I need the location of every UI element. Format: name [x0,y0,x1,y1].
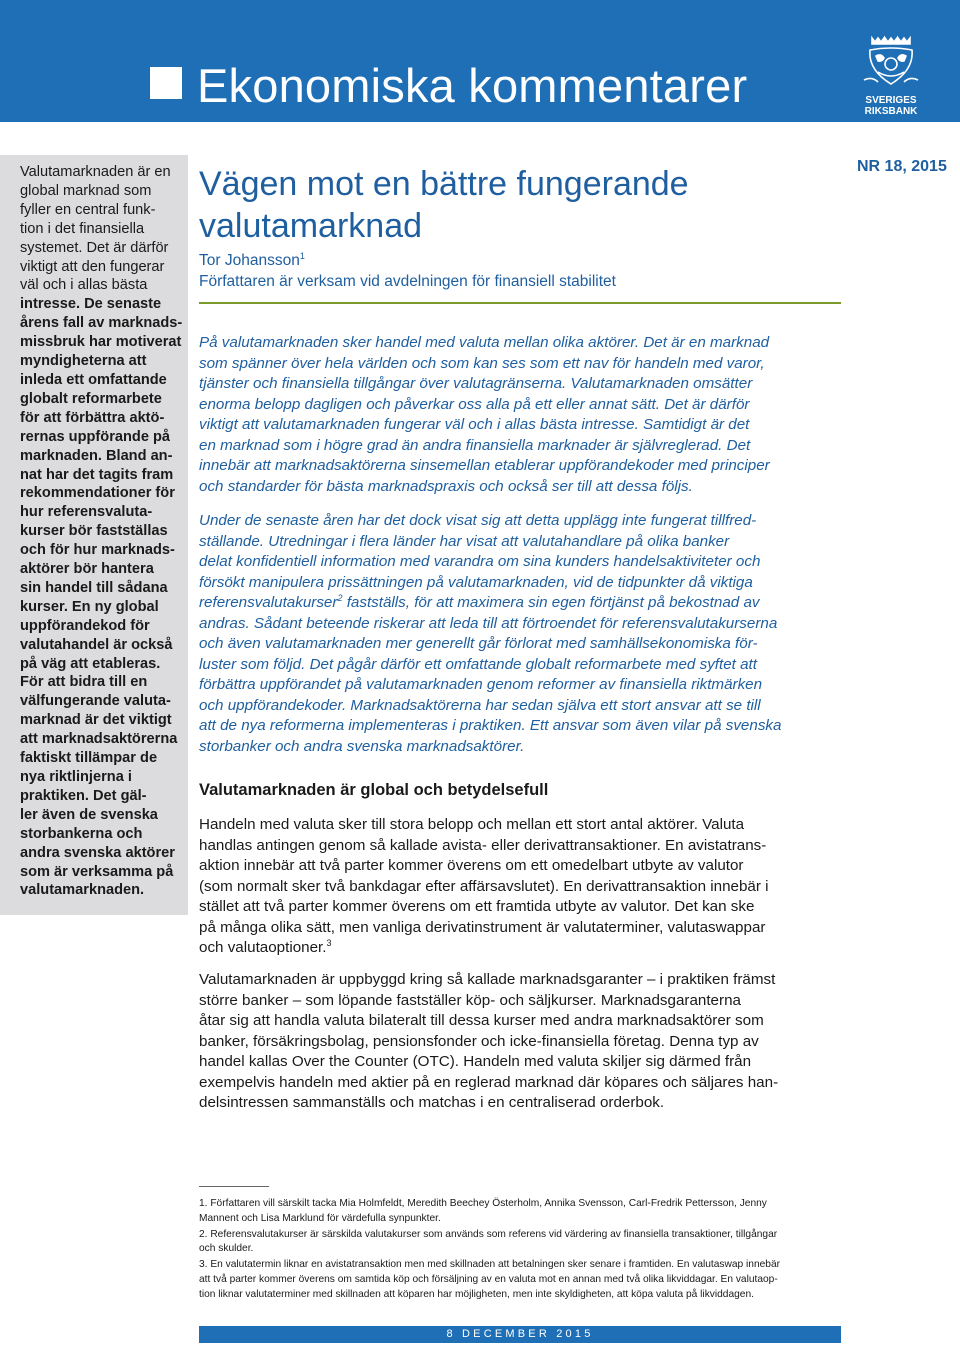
article-title-line-2: valutamarknad [199,207,423,245]
summary-line: för att förbättra aktö- [20,409,165,426]
summary-line: på väg att etableras. [20,655,161,672]
body-line: på många olika sätt, men vanliga derivatinstrument är valutaterminer, valutaswappar [199,918,766,936]
author-name [199,251,305,271]
intro-line: viktigt att valutamarknaden fungerar väl och i allas bästa intresse. Samtidigt är det [199,416,750,433]
footnote-1 [199,1197,844,1226]
footnote-line: att två parter kommer överens om samtida köp och försäljning av en valuta mot en annan med två olika likviddagar. En valutaop- [199,1273,778,1285]
body-line: stället att två parter kommer överens om ett framtida utbyte av valutor. Det kan ske [199,898,755,915]
intro-line: Under de senaste åren har det dock visat sig att detta upplägg inte fungerat tillfred- [199,512,757,529]
body-line: (som normalt sker två bankdagar efter affärsavslutet). En derivattransaktion innebär i [199,877,769,895]
summary-line: Valutamarknaden är en [20,164,171,180]
intro-line: luster som följd. Det pågår därför ett omfattande globalt reformarbete med syftet att [199,655,757,673]
logo-text-riksbank: RIKSBANK [864,106,918,117]
intro-paragraph-2 [199,511,844,757]
article-title-line-1: Vägen mot en bättre fungerande [199,165,689,203]
body-paragraph-2 [199,970,844,1114]
summary-line: och för hur marknads- [20,542,175,559]
summary-line: hur referensvaluta- [20,504,153,521]
intro-line: en marknad som i högre grad än andra finansiella marknader är självreglerad. Det [199,436,751,454]
issue-number: NR 18, 2015 [857,158,947,175]
body-line: delsintressen sammanställs och matchas i en centraliserad orderbok. [199,1094,665,1111]
footnote-line: tion liknar valutaterminer med skillnaden att köparen har möjligheten, men inte skyldigheten, att köpa valuta på likviddagen. [199,1288,754,1300]
intro-line [199,593,844,614]
summary-line: storbankerna och [20,825,143,842]
summary-line: nya riktlinjerna i [20,769,132,785]
publication-date: 8 DECEMBER 2015 [446,1328,594,1340]
summary-line: väl och i allas bästa [20,277,148,294]
intro-paragraph-2-rest [199,614,844,758]
crown-emblem-icon [858,34,924,96]
body-line-text: och valutaoptioner. [199,939,327,956]
footnote-line: och skulder. [199,1243,254,1255]
body-line: Handeln med valuta sker till stora belopp och mellan ett stort antal aktörer. Valuta [199,816,745,833]
section-heading: Valutamarknaden är global och betydelsefull [199,781,549,799]
body-paragraph-1 [199,815,844,959]
footnote-ref-2: 2 [337,592,343,603]
summary-line: rernas uppförande på [20,428,171,445]
body-line: banker, försäkringsbolag, pensionsfonder och icke-finansiella företag. Denna typ av [199,1032,759,1050]
footnote-line: 2. Referensvalutakurser är särskilda valutakurser som används som referens vid värdering av finansiella transaktioner, tillgångar [199,1228,778,1240]
summary-line: ler även de svenska [20,806,158,823]
intro-paragraph-1 [199,333,844,497]
summary-line: fyller en central funk- [20,201,156,218]
intro-line: förbättra uppförandet på valutamarknaden genom reformer av finansiella riktmärken [199,676,763,693]
footnote-2 [199,1228,844,1257]
title-divider [199,302,841,304]
footnote-divider [199,1186,269,1187]
intro-line: innebär att marknadsaktörerna sinsemellan etablerar uppförandekoder med principer [199,457,770,474]
author-footnote-ref: 1 [299,250,305,261]
summary-line: uppförandekod för [20,617,150,634]
summary-line: kurser. En ny global [20,598,159,615]
date-bar [199,1326,841,1343]
intro-line: och även valutamarknaden mer generellt går förlorat med samhällsekonomiska för- [199,635,758,652]
intro-line: och standarder för bästa marknadspraxis och också ser till att dessa följs. [199,477,693,495]
summary-line: nat har det tagits fram [20,466,174,483]
summary-line: global marknad som [20,182,152,199]
intro-line: att de nya reformerna implementeras i praktiken. Ett ansvar som även vilar på svenska [199,717,782,734]
summary-line: valutamarknaden. [20,882,145,899]
author-name-text: Tor Johansson [199,252,300,269]
summary-line: För att bidra till en [20,674,148,691]
footnote-line: 3. En valutatermin liknar en avistatransaktion men med skillnaden att betalningen sker senare i framtiden. En valutaswap innebär [199,1259,781,1271]
summary-line: missbruk har motiverat [20,334,182,351]
masthead-square-mark [150,67,182,99]
summary-text [20,163,190,900]
summary-line: som är verksamma på [20,863,174,880]
article-title [199,163,819,247]
intro-line: enorma belopp dagligen och påverkar oss alla på ett eller annat sätt. Det är därför [199,395,750,413]
footnote-line: Mannent och Lisa Marklund för värdefulla synpunkter. [199,1212,441,1224]
summary-line: kurser bör fastställas [20,523,168,540]
body-line: handel kallas Over the Counter (OTC). Handeln med valuta skiljer sig därmed från [199,1053,752,1070]
intro-line: På valutamarknaden sker handel med valuta mellan olika aktörer. Det är en marknad [199,334,770,351]
intro-line: andras. Sådant beteende riskerar att leda till att förtroendet för referensvalutakurserna [199,614,778,632]
summary-line: valutahandel är också [20,636,173,653]
intro-line: storbanker och andra svenska marknadsaktörer. [199,737,525,755]
body-line [199,938,844,959]
footnote-line: 1. Författaren vill särskilt tacka Mia Holmfeldt, Meredith Beechey Österholm, Annika Svensson, Carl-Fredrik Pettersson, Jenny [199,1198,767,1209]
summary-line: marknad är det viktigt [20,712,172,729]
summary-line: aktörer bör hantera [20,561,154,578]
summary-line: marknaden. Bland an- [20,447,173,464]
footnote-3 [199,1258,844,1302]
body-paragraph-1-lines [199,815,844,938]
summary-line: andra svenska aktörer [20,844,175,861]
intro-line-text: referensvalutakurser [199,594,338,611]
footnote-ref-3: 3 [326,937,332,948]
author-role: Författaren är verksam vid avdelningen för finansiell stabilitet [199,273,616,290]
summary-line: globalt reformarbete [20,390,162,407]
intro-line: delat konfidentiell information med varandra om sina kunders handelsaktiviteter och [199,553,761,570]
intro-line: tjänster och finansiella tillgångar över valutagränserna. Valutamarknaden omsätter [199,375,753,392]
body-line: större banker – som löpande fastställer köp- och säljkurser. Marknadsgaranterna [199,991,741,1009]
intro-line: och uppförandekoder. Marknadsaktörerna har sedan själva ett stort ansvar att se till [199,696,761,714]
logo-text-sveriges: SVERIGES [865,95,917,106]
summary-line: årens fall av marknads- [20,315,183,332]
footnotes [199,1197,844,1304]
intro-line-text: fastställs, för att maximera sin egen förtjänst på bekostnad av [342,594,760,611]
summary-line: välfungerande valuta- [20,693,171,710]
body-line: aktion innebär att två parter kommer överens om ett omedelbart utbyte av valutor [199,857,744,874]
summary-line: att marknadsaktörerna [20,731,178,748]
summary-line: intresse. De senaste [20,296,162,313]
body-line: exempelvis handeln med aktier på en reglerad marknad där köpares och säljares han- [199,1073,779,1091]
summary-line: faktiskt tillämpar de [20,750,158,767]
intro-line: ställande. Utredningar i flera länder har visat att valutahandlare på olika banker [199,532,730,550]
body-line: åtar sig att handla valuta bilateralt till dessa kurser med andra marknadsaktörer som [199,1012,764,1029]
riksbank-logo [858,34,924,118]
publication-title: Ekonomiska kommentarer [197,59,748,112]
summary-line: myndigheterna att [20,353,147,370]
body-line: Valutamarknaden är uppbyggd kring så kallade marknadsgaranter – i praktiken främst [199,971,776,988]
summary-line: systemet. Det är därför [20,239,169,256]
summary-line: tion i det finansiella [20,220,145,237]
body-line: handlas antingen genom så kallade avista- eller derivattransaktioner. En avistatrans- [199,836,767,854]
summary-line: viktigt att den fungerar [20,258,165,275]
summary-line: praktiken. Det gäl- [20,787,147,804]
intro-line: försökt manipulera prissättningen på valutamarknaden, vid de tidpunkter då viktiga [199,573,753,591]
intro-line: som spänner över hela världen och som kan ses som ett nav för handeln med varor, [199,354,765,372]
summary-line: rekommendationer för [20,485,175,502]
masthead [0,0,960,122]
summary-line: inleda ett omfattande [20,371,167,388]
summary-line: sin handel till sådana [20,579,168,596]
